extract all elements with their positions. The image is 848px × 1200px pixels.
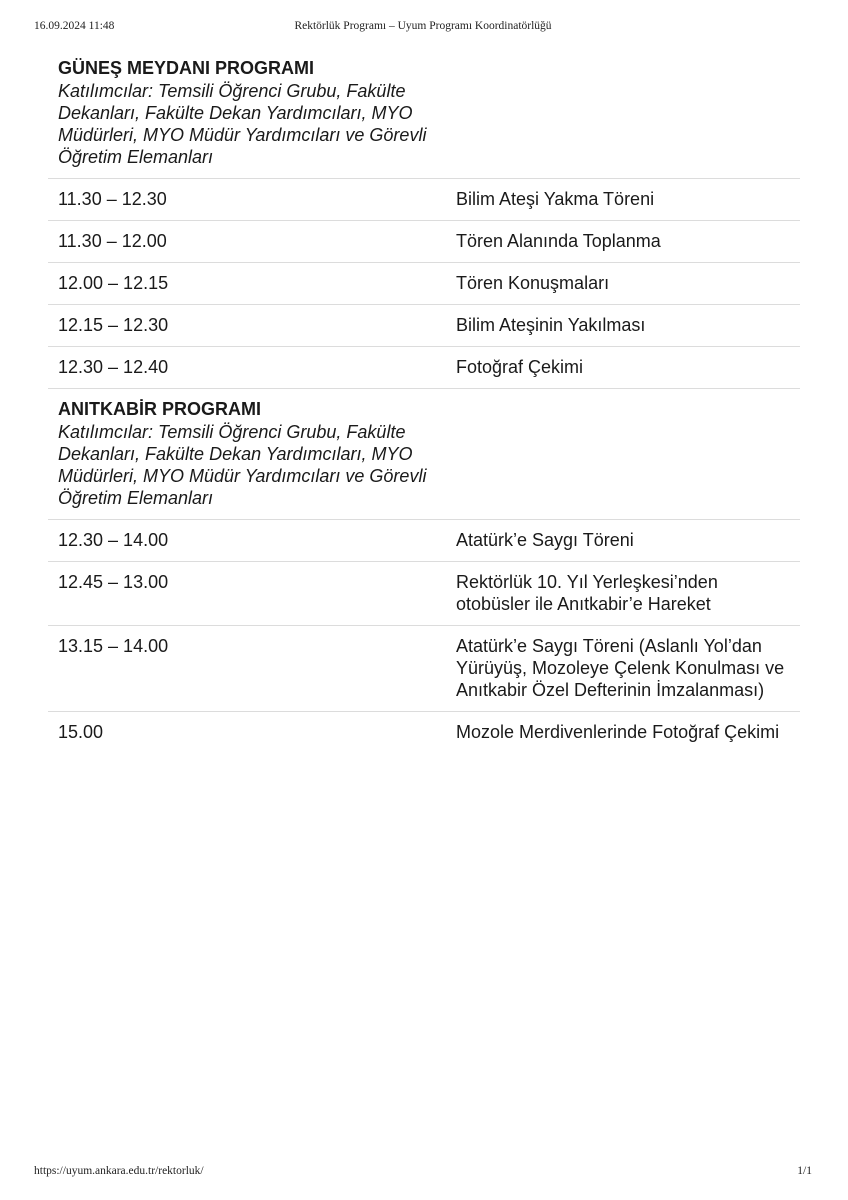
table-row (48, 305, 800, 347)
row-event: Mozole Merdivenlerinde Fotoğraf Çekimi (456, 722, 780, 742)
row-event: Bilim Ateşi Yakma Töreni (456, 189, 655, 209)
table-row (48, 347, 800, 389)
row-event: Tören Konuşmaları (456, 273, 610, 293)
row-event: Tören Alanında Toplanma (456, 231, 661, 251)
page-url: https://uyum.ankara.edu.tr/rektorluk/ (34, 1165, 204, 1177)
row-time: 13.15 – 14.00 (58, 636, 169, 656)
row-time: 12.30 – 14.00 (58, 530, 169, 550)
table-row (48, 562, 800, 626)
table-row (48, 179, 800, 221)
row-event: Atatürk’e Saygı Töreni (456, 530, 634, 550)
row-time: 12.30 – 12.40 (58, 357, 169, 377)
section-title: ANITKABİR PROGRAMI (58, 399, 261, 419)
row-time: 12.45 – 13.00 (58, 572, 169, 592)
print-datetime: 16.09.2024 11:48 (34, 20, 115, 32)
section-header-anitkabir (48, 389, 800, 520)
row-time: 15.00 (58, 722, 104, 742)
table-row (48, 712, 800, 753)
row-time: 11.30 – 12.00 (58, 231, 167, 251)
row-event: Rektörlük 10. Yıl Yerleşkesi’nden otobüsler ile Anıtkabir’e Hareket (456, 572, 718, 614)
section-header-gunes (48, 52, 800, 179)
table-row (48, 626, 800, 712)
table-row (48, 263, 800, 305)
row-event: Bilim Ateşinin Yakılması (456, 315, 646, 335)
row-time: 11.30 – 12.30 (58, 189, 167, 209)
program-table (48, 52, 800, 753)
print-footer (34, 1165, 812, 1181)
print-header (34, 20, 812, 36)
section-participants: Katılımcılar: Temsili Öğrenci Grubu, Fakülte Dekanları, Fakülte Dekan Yardımcıları, MYO Müdürleri, MYO Müdür Yardımcıları ve Görevli Öğretim Elemanları (58, 81, 427, 167)
row-event: Atatürk’e Saygı Töreni (Aslanlı Yol’dan Yürüyüş, Mozoleye Çelenk Konulması ve Anıtkabir Özel Defterinin İmzalanması) (456, 636, 785, 700)
section-participants: Katılımcılar: Temsili Öğrenci Grubu, Fakülte Dekanları, Fakülte Dekan Yardımcıları, MYO Müdürleri, MYO Müdür Yardımcıları ve Görevli Öğretim Elemanları (58, 422, 427, 508)
section-title: GÜNEŞ MEYDANI PROGRAMI (58, 58, 315, 78)
row-event: Fotoğraf Çekimi (456, 357, 584, 377)
print-page-title: Rektörlük Programı – Uyum Programı Koordinatörlüğü (294, 20, 552, 32)
table-row (48, 221, 800, 263)
row-time: 12.15 – 12.30 (58, 315, 169, 335)
page-number: 1/1 (797, 1165, 812, 1177)
row-time: 12.00 – 12.15 (58, 273, 169, 293)
table-row (48, 520, 800, 562)
